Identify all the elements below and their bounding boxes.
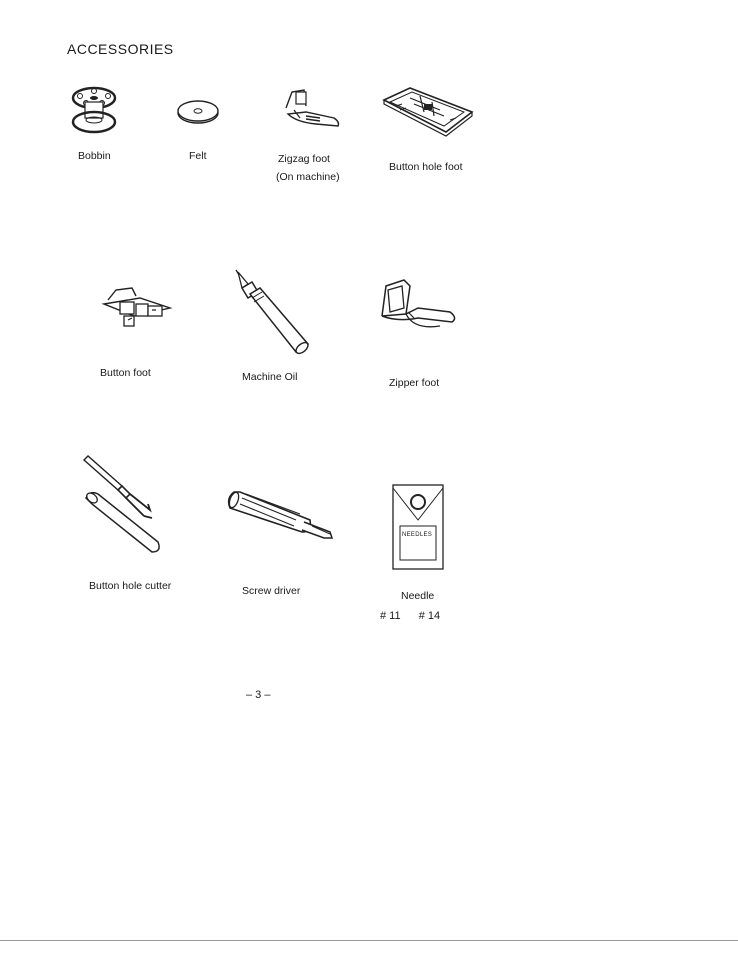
button-foot-label: Button foot [100, 367, 151, 379]
button-hole-foot-illustration [380, 86, 474, 138]
zipper-foot-illustration [378, 278, 458, 334]
machine-oil-illustration [232, 268, 312, 356]
bobbin-illustration [68, 86, 120, 136]
needle-packet-label: NEEDLES [402, 532, 433, 538]
button-hole-cutter-illustration [78, 456, 170, 556]
zigzag-foot-label: Zigzag foot [278, 153, 330, 165]
screw-driver-label: Screw driver [242, 585, 301, 597]
button-foot-illustration [100, 286, 174, 332]
zigzag-foot-note: (On machine) [276, 171, 340, 183]
screw-driver-illustration [226, 488, 338, 544]
page-title: ACCESSORIES [67, 41, 174, 57]
needle-sizes [380, 610, 440, 622]
machine-oil-label: Machine Oil [242, 371, 298, 383]
felt-illustration [176, 99, 220, 125]
needle-size-14: # 14 [418, 610, 441, 622]
zigzag-foot-illustration [276, 88, 340, 134]
button-hole-cutter-label: Button hole cutter [89, 580, 172, 592]
felt-label: Felt [189, 150, 207, 162]
needle-size-11: # 11 [380, 610, 401, 622]
page-number: – 3 – [246, 689, 271, 701]
zipper-foot-label: Zipper foot [389, 377, 440, 389]
needle-label: Needle [401, 590, 435, 602]
bobbin-label: Bobbin [78, 150, 111, 162]
bottom-rule [0, 940, 738, 941]
needle-packet-illustration [392, 484, 444, 570]
button-hole-foot-label: Button hole foot [389, 161, 463, 173]
